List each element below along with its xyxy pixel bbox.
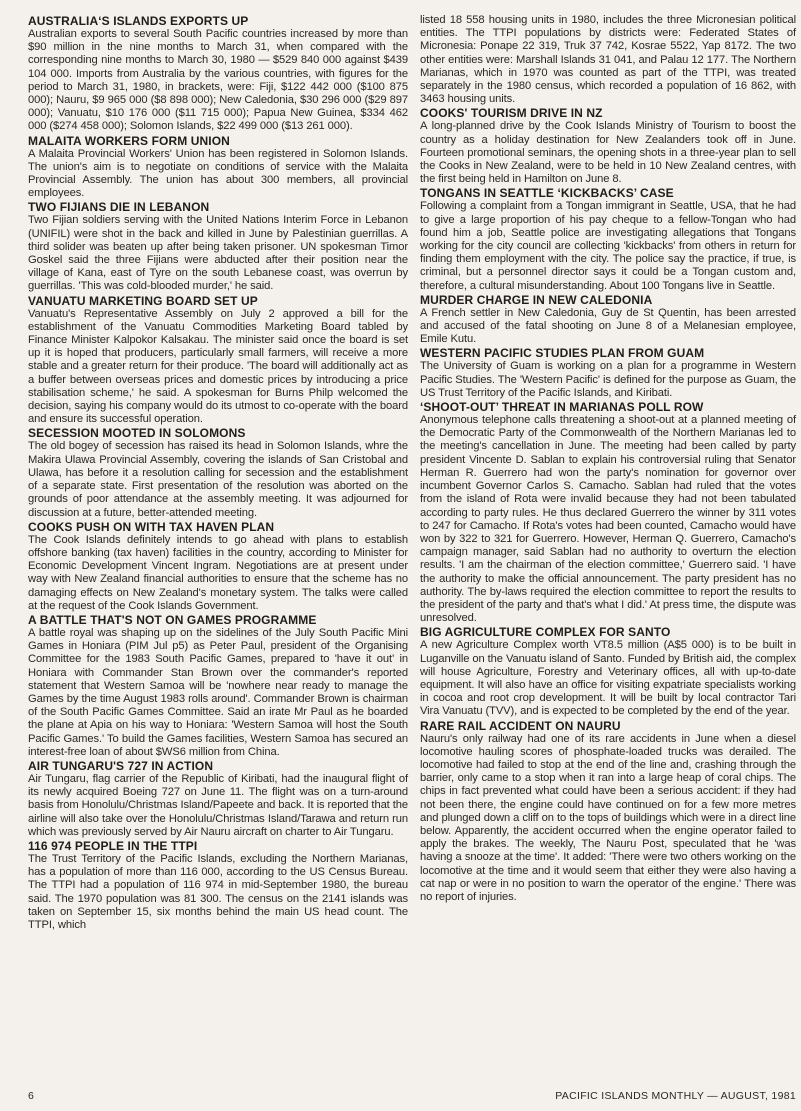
article-heading: MALAITA WORKERS FORM UNION [28,133,230,148]
article-heading: COOKS PUSH ON WITH TAX HAVEN PLAN [28,519,275,534]
article-body: The old bogey of secession has raised its head in Solomon Islands, whre the Makira Ulawa Provincial Assembly, covering the islands of San Cristobal and Ulawa, has before it a resolution calling for secession and the establishment of a separate state. First presentation of the resolution was aborted on the grounds of poor attendance at the assembly meeting. It was adjourned for discussion at a future, better-attended meeting. [28,440,408,519]
article-heading: 116 974 PEOPLE IN THE TTPI [28,838,198,853]
article-heading: A BATTLE THAT'S NOT ON GAMES PROGRAMME [28,612,317,627]
right-column [420,14,796,904]
article-heading: TWO FIJIANS DIE IN LEBANON [28,200,210,215]
article-heading: WESTERN PACIFIC STUDIES PLAN FROM GUAM [420,346,705,361]
article-body: Vanuatu's Representative Assembly on July 2 approved a bill for the establishment of the Vanuatu Commodities Marketing Board tabled by Finance Minister Kalpokor Kalsakau. The minister said once the board is set up it is hoped that producers, particularly small farmers, will receive a more stable and a greater return for their produce. 'The board will additionally act as a buffer between overseas prices and domestic prices by introducing a price stabilisation scheme,' he said. A spokesman for Burns Philp welcomed the decision, saying his company would do its utmost to co-operate with the board and ensure its successful operation. [28,307,408,426]
article-heading: AIR TUNGARU'S 727 IN ACTION [28,758,214,773]
article-body: A long-planned drive by the Cook Islands Ministry of Tourism to boost the country as a holiday destination for New Zealanders took off in June. Fourteen promotional seminars, the opening shots in a three-year plan to sell the Cooks in New Zealand, were to be held in 10 New Zealand centres, with the first being held in Hamilton on June 8. [420,120,796,186]
article-heading: BIG AGRICULTURE COMPLEX FOR SANTO [420,625,671,640]
article-heading: ‘SHOOT-OUT’ THREAT IN MARIANAS POLL ROW [420,400,704,415]
article-body: The University of Guam is working on a plan for a programme in Western Pacific Studies. The 'Western Pacific' is defined for the purpose as Guam, the US Trust Territory of the Pacific Islands, and Kiribati. [420,360,796,399]
article-body: A battle royal was shaping up on the sidelines of the July South Pacific Mini Games in Honiara (PIM Jul p5) as Peter Paul, president of the Organising Committee for the 1983 South Pacific Games, prepared to 'have it out' in Honiara with Commander Stan Brown over the commander's reported statement that Western Samoa will be 'nowhere near ready to manage the Games by the time August 1983 rolls around'. Commander Brown is chairman of the South Pacific Games Committee. Said an irate Mr Paul as he boarded the plane at Apia on his way to Honiara: 'Western Samoa will host the South Pacific Games.' To build the Games facilities, Western Samoa has secured an interest-free loan of about $WS6 million from China. [28,626,408,758]
article-body: Australian exports to several South Pacific countries increased by more than $90 million in the nine months to March 31, when compared with the corresponding nine months to March 30, 1980 — $529 840 000 against $439 104 000. Imports from Australia by the various countries, with figures for the period to March 31, 1980, in brackets, were: Fiji, $122 442 000 ($100 875 000); Nauru, $9 965 000 ($8 898 000); New Caledonia, $30 296 000 ($29 897 000); Vanuatu, $10 176 000 ($11 715 000); Papua New Guinea, $334 462 000 ($274 458 000); Solomon Islands, $22 499 000 ($13 261 000). [28,28,408,133]
article-body: The Cook Islands definitely intends to go ahead with plans to establish offshore banking (tax haven) facilities in the country, according to Minister for Economic Development Vincent Ingram. Negotiations are at present under way with New Zealand financial authorities to ensure that the scheme has no damaging effects on New Zealand's monetary system. The talks were called at the request of the Cook Islands Government. [28,533,408,612]
article-heading: VANUATU MARKETING BOARD SET UP [28,293,258,308]
article-heading: MURDER CHARGE IN NEW CALEDONIA [420,292,653,307]
page-number: 6 [28,1090,35,1102]
article-body: A Malaita Provincial Workers' Union has been registered in Solomon Islands. The union's aim is to negotiate on conditions of service with the Malaita Provincial Assembly. The union has about 300 members, all provincial employees. [28,147,408,200]
article-body: Following a complaint from a Tongan immigrant in Seattle, USA, that he had to give a large proportion of his pay cheque to a fellow-Tongan who had found him a job, Seattle police are investigating allegations that Tongans working for the city council are collecting 'kickbacks' from others in return for finding them employment with the city. The police say the practice, if true, is criminal, but a personnel director says it could be a Tongan custom and, therefore, a cultural misunderstanding. About 100 Tongans live in Seattle. [420,200,796,292]
article-body: Anonymous telephone calls threatening a shoot-out at a planned meeting of the Democratic Party of the Commonwealth of the Northern Marianas led to the meeting's cancellation in June. The meeting had been called by party president Vincente D. Sablan to explain his controversial ruling that Senator Herman R. Guerrero had won the party's nomination for governor over incumbent Governor Carlos S. Camacho. Sablan had ruled that the votes from the island of Rota were invalid because they had not been tabulated according to party rules. He thus declared Guerrero the winner by 311 votes to 247 for Camacho. If Rota's votes had been counted, Camacho would have won by 322 to 321 for Guerrero. However, Herman Q. Guerrero, Camacho's campaign manager, said Sablan had no authority to overturn the election results. 'I am the chairman of the election committee,' Guerrero said. 'I have the authority to make the official announcement. The party president has no authority. The by-laws required the election committee to report the results to the president of the party and that's what I did.' At press time, the dispute was unresolved. [420,414,796,625]
article-body: The Trust Territory of the Pacific Islands, excluding the Northern Marianas, has a population of more than 116 000, according to the US Census Bureau. The TTPI had a population of 116 974 in mid-September 1980, the bureau said. The 1970 population was 81 300. The census on the 2141 islands was taken on September 15, six months behind the main US head count. The TTPI, which [28,852,408,931]
article-heading: RARE RAIL ACCIDENT ON NAURU [420,718,621,733]
left-column [28,14,408,932]
article-heading: AUSTRALIA‘S ISLANDS EXPORTS UP [28,14,249,28]
article-body: A new Agriculture Complex worth VT8.5 million (A$5 000) is to be built in Luganville on the Vanuatu island of Santo. Funded by British aid, the complex will house Agriculture, Forestry and Veterinary offices, all with up-to-date equipment. It will also have an office for visiting expatriate specialists working in cocoa and root crop development. It will be built by local contractor Tari Vira Vanuatu (TVV), and is expected to be completed by the end of the year. [420,639,796,718]
article-body: Air Tungaru, flag carrier of the Republic of Kiribati, had the inaugural flight of its newly acquired Boeing 727 on June 11. The flight was on a turn-around basis from Honolulu/Christmas Island/Papeete and back. It is reported that the airline will also take over the Honolulu/Christmas Island/Tarawa and return run which was previously served by Air Nauru aircraft on charter to Air Tungaru. [28,772,408,838]
article-body-continued: listed 18 558 housing units in 1980, includes the three Micronesian political entities. The TTPI populations by districts were: Federated States of Micronesia: Ponape 22 319, Truk 37 742, Kosrae 5522, Yap 8172. The two other entities were: Marshall Islands 31 041, and Palau 12 177. The Northern Marianas, which in 1970 was counted as part of the TTPI, was treated separately in the 1980 census, which recorded a population of 16 862, with 3463 housing units. [420,14,796,106]
article-heading: COOKS' TOURISM DRIVE IN NZ [420,106,603,121]
article-heading: TONGANS IN SEATTLE ‘KICKBACKS’ CASE [420,186,674,201]
article-body: Two Fijian soldiers serving with the United Nations Interim Force in Lebanon (UNIFIL) were shot in the back and killed in June by Palestinian guerrillas. A third solider was beaten up after being taken prisoner. UN spokesman Timor Goskel said the three Fijians were abducted after their position near the village of Kana, east of Tyre on the south Lebanese coast, was overrun by guerrillas. 'This was cold-blooded murder,' he said. [28,214,408,293]
article-body: Nauru's only railway had one of its rare accidents in June when a diesel locomotive hauling scores of phosphate-loaded trucks was derailed. The locomotive had failed to stop at the end of the line and, crashing through the barrier, only came to a stop when it ran into a large heap of coral chips. The chips in fact prevented what could have been a serious accident: if they had not been there, the engine could have continued on for a few more metres and plunged down a cliff on to the tops of buildings which were in a direct line below. Apparently, the accident occurred when the engine operator failed to apply the brakes. The weekly, The Nauru Post, speculated that he 'was having a snooze at the time'. It added: 'There were two others working on the locomotive at the time and it would seem that either they were also having a cat nap or were in no position to warn the operator of the engine.' There was no report of injuries. [420,732,796,903]
publication-credit: PACIFIC ISLANDS MONTHLY — AUGUST, 1981 [555,1090,796,1102]
article-heading: SECESSION MOOTED IN SOLOMONS [28,426,246,441]
article-body: A French settler in New Caledonia, Guy de St Quentin, has been arrested and accused of the fatal shooting on June 8 of a Melanesian employee, Emile Kutu. [420,306,796,346]
